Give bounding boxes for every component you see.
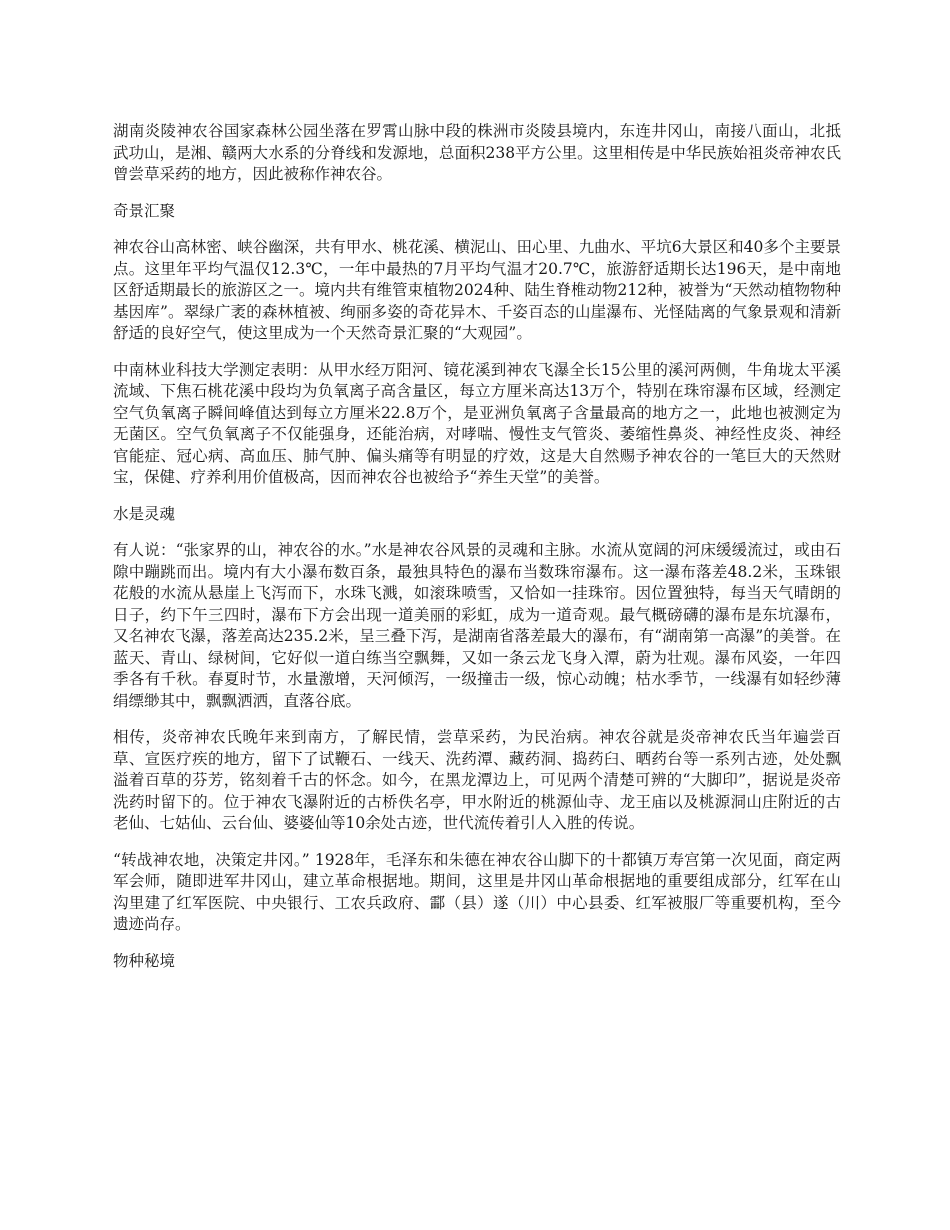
- negative-ion-paragraph: 中南林业科技大学测定表明：从甲水经万阳河、镜花溪到神农飞瀑全长15公里的溪河两侧，牛角垅太平溪流域、下焦石桃花溪中段均为负氧离子高含量区，每立方厘米高达13万个，特别在珠帘瀑布区域，经测定空气负氧离子瞬间峰值达到每立方厘米22.8万个，是亚洲负氧离子含量最高的地方之一，此地也被测定为无菌区。空气负氧离子不仅能强身，还能治病，对哮喘、慢性支气管炎、萎缩性鼻炎、神经性皮炎、神经官能症、冠心病、高血压、肺气肿、偏头痛等有明显的疗效，这是大自然赐予神农谷的一笔巨大的天然财宝，保健、疗养利用价值极高，因而神农谷也被给予“养生天堂”的美誉。: [113, 360, 841, 486]
- section-heading-species: 物种秘境: [113, 951, 176, 970]
- waterfall-paragraph: 有人说：“张家界的山，神农谷的水。”水是神农谷风景的灵魂和主脉。水流从宽阔的河床缓缓流过，或由石隙中蹦跳而出。境内有大小瀑布数百条，最独具特色的瀑布当数珠帘瀑布。这一瀑布落差48.2米，玉珠银花般的水流从悬崖上飞泻而下，水珠飞溅，如滚珠喷雪，又恰如一挂珠帘。因位置独特，每当天气晴朗的日子，约下午三四时，瀑布下方会出现一道美丽的彩虹，成为一道奇观。最气概磅礴的瀑布是东坑瀑布，又名神农飞瀑，落差高达235.2米，呈三叠下泻，是湖南省落差最大的瀑布，有“湖南第一高瀑”的美誉。在蓝天、青山、绿树间，它好似一道白练当空飘舞，又如一条云龙飞身入潭，蔚为壮观。瀑布风姿，一年四季各有千秋。春夏时节，水量激增，天河倾泻，一级撞击一级，惊心动魄；枯水季节，一线瀑有如轻纱薄绢缥缈其中，飘飘洒洒，直落谷底。: [113, 541, 841, 710]
- intro-paragraph: 湖南炎陵神农谷国家森林公园坐落在罗霄山脉中段的株洲市炎陵县境内，东连井冈山，南接八面山，北抵武功山，是湘、赣两大水系的分脊线和发源地，总面积238平方公里。这里相传是中华民族始祖炎帝神农氏曾尝草采药的地方，因此被称作神农谷。: [113, 122, 841, 183]
- section-heading-water: 水是灵魂: [113, 504, 176, 523]
- revolution-paragraph: “转战神农地，决策定井冈。” 1928年，毛泽东和朱德在神农谷山脚下的十都镇万寿宫第一次见面，商定两军会师，随即进军井冈山，建立革命根据地。期间，这里是井冈山革命根据地的重要组成部分，红军在山沟里建了红军医院、中央银行、工农兵政府、酃（县）遂（川）中心县委、红军被服厂等重要机构，至今遗迹尚存。: [113, 850, 841, 933]
- legend-paragraph: 相传，炎帝神农氏晚年来到南方，了解民情，尝草采药，为民治病。神农谷就是炎帝神农氏当年遍尝百草、宣医疗疾的地方，留下了试鞭石、一线天、洗药潭、藏药洞、捣药臼、晒药台等一系列古迹，处处飘溢着百草的芬芳，铭刻着千古的怀念。如今，在黑龙潭边上，可见两个清楚可辨的“大脚印”，据说是炎帝洗药时留下的。位于神农飞瀑附近的古桥佚名亭，甲水附近的桃源仙寺、龙王庙以及桃源洞山庄附近的古老仙、七姑仙、云台仙、婆婆仙等10余处古迹，世代流传着引人入胜的传说。: [113, 728, 841, 832]
- section-heading-scenery: 奇景汇聚: [113, 201, 176, 220]
- document-body: [113, 121, 841, 987]
- scenery-paragraph: 神农谷山高林密、峡谷幽深，共有甲水、桃花溪、横泥山、田心里、九曲水、平坑6大景区和40多个主要景点。这里年平均气温仅12.3℃，一年中最热的7月平均气温才20.7℃，旅游舒适期长达196天，是中南地区舒适期最长的旅游区之一。境内共有维管束植物2024种、陆生脊椎动物212种，被誉为“天然动植物物种基因库”。翠绿广袤的森林植被、绚丽多姿的奇花异木、千姿百态的山崖瀑布、光怪陆离的气象景观和清新舒适的良好空气，使这里成为一个天然奇景汇聚的“大观园”。: [113, 238, 841, 342]
